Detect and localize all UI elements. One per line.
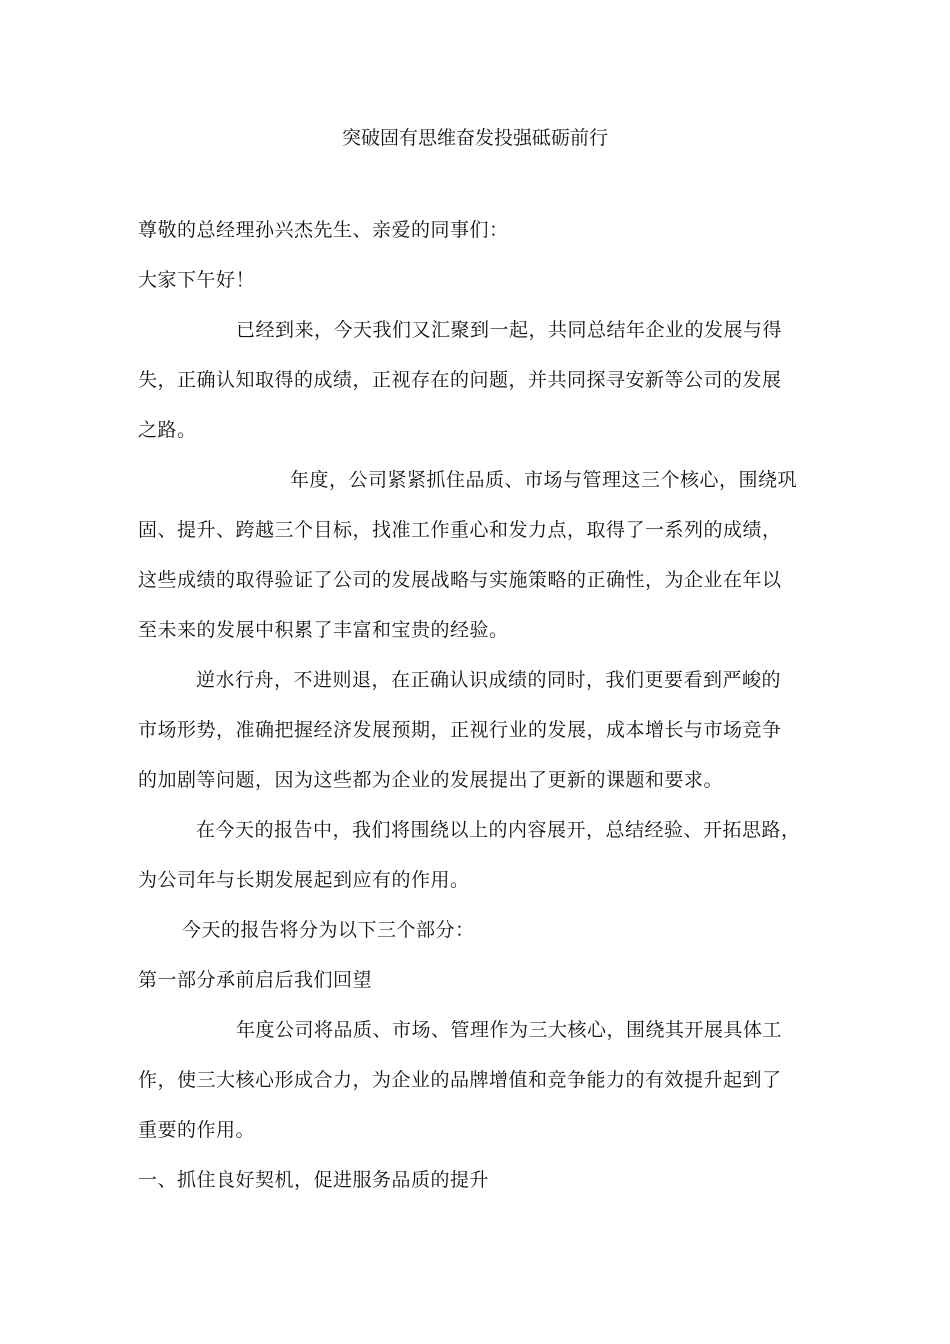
paragraph-line: 年度，公司紧紧抓住品质、市场与管理这三个核心，围绕巩 bbox=[290, 469, 798, 491]
paragraph-line: 失，正确认知取得的成绩，正视存在的问题，并共同探寻安新等公司的发展 bbox=[138, 369, 782, 391]
paragraph-line: 这些成绩的取得验证了公司的发展战略与实施策略的正确性，为企业在年以 bbox=[138, 569, 782, 591]
paragraph-line: 已经到来，今天我们又汇聚到一起，共同总结年企业的发展与得 bbox=[236, 319, 783, 341]
subsection-heading: 一、抓住良好契机，促进服务品质的提升 bbox=[138, 1169, 490, 1191]
paragraph-line: 在今天的报告中，我们将围绕以上的内容展开，总结经验、开拓思路， bbox=[196, 819, 801, 841]
greeting: 大家下午好！ bbox=[138, 269, 256, 291]
paragraph-line: 之路。 bbox=[138, 419, 197, 441]
paragraph-line: 至未来的发展中积累了丰富和宝贵的经验。 bbox=[138, 619, 509, 641]
paragraph-line: 的加剧等问题，因为这些都为企业的发展提出了更新的课题和要求。 bbox=[138, 769, 724, 791]
paragraph-line: 为公司年与长期发展起到应有的作用。 bbox=[138, 869, 470, 891]
paragraph-line: 今天的报告将分为以下三个部分： bbox=[182, 919, 475, 941]
document-title: 突破固有思维奋发投强砥砺前行 bbox=[341, 127, 608, 149]
paragraph-line: 固、提升、跨越三个目标，找准工作重心和发力点，取得了一系列的成绩， bbox=[138, 519, 782, 541]
section-heading: 第一部分承前启后我们回望 bbox=[138, 969, 373, 991]
paragraph-line: 作，使三大核心形成合力，为企业的品牌增值和竞争能力的有效提升起到了 bbox=[138, 1069, 782, 1091]
paragraph-line: 逆水行舟，不进则退，在正确认识成绩的同时，我们更要看到严峻的 bbox=[196, 669, 782, 691]
paragraph-line: 市场形势，准确把握经济发展预期，正视行业的发展，成本增长与市场竞争 bbox=[138, 719, 782, 741]
paragraph-line: 重要的作用。 bbox=[138, 1119, 256, 1141]
salutation: 尊敬的总经理孙兴杰先生、亲爱的同事们： bbox=[138, 219, 509, 241]
paragraph-line: 年度公司将品质、市场、管理作为三大核心，围绕其开展具体工 bbox=[236, 1019, 783, 1041]
